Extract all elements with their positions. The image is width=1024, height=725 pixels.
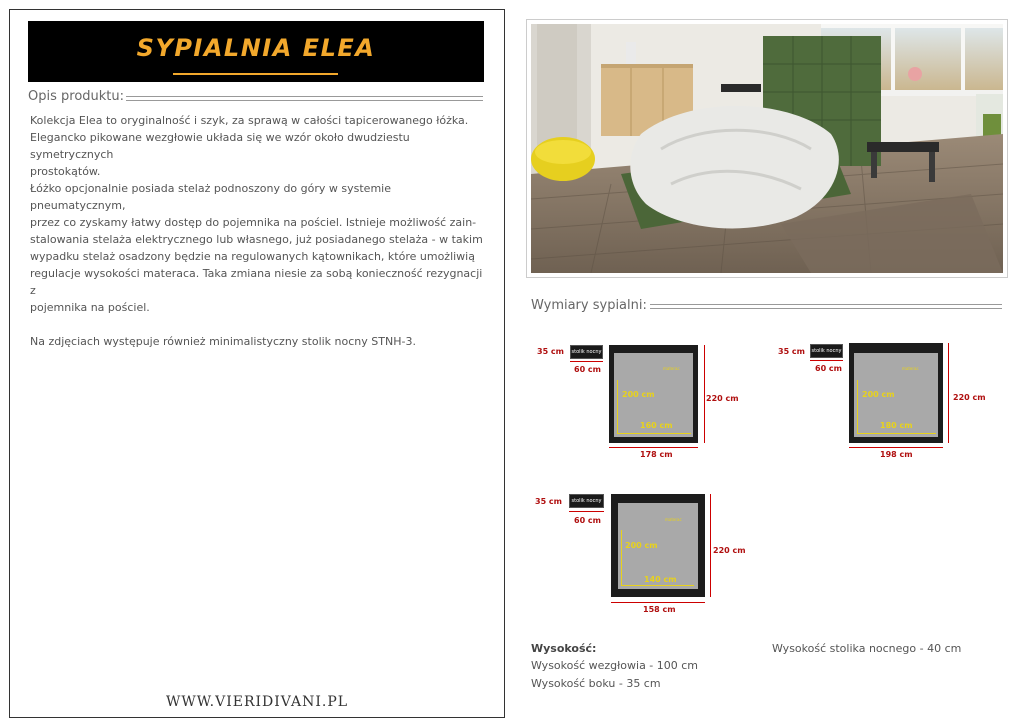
nightstand-width-line <box>570 361 603 362</box>
nightstand-width-line <box>569 511 604 512</box>
product-title: SYPIALNIA ELEA <box>136 34 376 62</box>
bedroom-photo <box>531 24 1003 273</box>
left-page <box>9 9 505 718</box>
mattress-width-label: 140 cm <box>644 575 677 584</box>
mattress-width-line <box>617 433 691 434</box>
nightstand-width-label: 60 cm <box>574 516 601 525</box>
product-photo-frame <box>526 19 1008 278</box>
website-url[interactable]: WWW.VIERIDIVANI.PL <box>165 694 349 710</box>
dimensions-divider <box>650 304 1002 309</box>
nightstand-box: stolik nocny <box>810 344 843 358</box>
frame-width-label: 198 cm <box>880 450 913 459</box>
mattress-width-label: 160 cm <box>640 421 673 430</box>
frame-length-label: 220 cm <box>953 393 986 402</box>
mattress-width-line <box>621 585 694 586</box>
frame-length-line <box>710 494 711 597</box>
title-underline <box>173 73 338 75</box>
mattress-tag: materac <box>665 517 682 522</box>
description-line: Kolekcja Elea to oryginalność i szyk, za sprawą w całości tapicerowanego łóżka. <box>30 114 469 127</box>
heights-title: Wysokość: <box>531 642 597 655</box>
nightstand-box: stolik nocny <box>569 494 604 508</box>
nightstand-depth-label: 35 cm <box>537 347 564 356</box>
nightstand-note: Na zdjęciach występuje również minimalistyczny stolik nocny STNH-3. <box>30 335 416 348</box>
nightstand-width-label: 60 cm <box>574 365 601 374</box>
description-line: wypadku stelaż osadzony będzie na regulowanych kątownikach, które umożliwią <box>30 250 475 263</box>
mattress-tag: materac <box>663 366 680 371</box>
nightstand-depth-label: 35 cm <box>778 347 805 356</box>
title-banner <box>28 21 484 82</box>
mattress-length-line <box>857 380 858 434</box>
nightstand-height: Wysokość stolika nocnego - 40 cm <box>772 642 962 655</box>
frame-length-line <box>704 345 705 443</box>
nightstand-width-line <box>810 360 843 361</box>
frame-width-line <box>849 447 943 448</box>
description-text <box>30 112 488 350</box>
description-line: Łóżko opcjonalnie posiada stelaż podnoszony do góry w systemie pneumatycznym, <box>30 182 391 212</box>
bedroom-illustration <box>531 24 1003 273</box>
mattress-length-label: 200 cm <box>625 541 658 550</box>
mattress-width-line <box>857 433 936 434</box>
description-heading: Opis produktu: <box>28 89 125 104</box>
mattress-width-label: 180 cm <box>880 421 913 430</box>
description-line: prostokątów. <box>30 165 101 178</box>
side-height: Wysokość boku - 35 cm <box>531 677 661 690</box>
nightstand-width-label: 60 cm <box>815 364 842 373</box>
description-divider <box>126 96 483 101</box>
description-line: przez co zyskamy łatwy dostęp do pojemnika na pościel. Istnieje możliwość zain- <box>30 216 477 229</box>
mattress-length-label: 200 cm <box>622 390 655 399</box>
headboard-height: Wysokość wezgłowia - 100 cm <box>531 659 699 672</box>
mattress-length-line <box>621 530 622 586</box>
mattress-length-line <box>617 380 618 434</box>
description-line: regulacje wysokości materaca. Taka zmiana niesie za sobą konieczność rezygnacji z <box>30 267 483 297</box>
frame-length-label: 220 cm <box>706 394 739 403</box>
description-line: pojemnika na pościel. <box>30 301 150 314</box>
dimensions-heading: Wymiary sypialni: <box>531 298 647 313</box>
frame-length-line <box>948 343 949 443</box>
frame-width-label: 158 cm <box>643 605 676 614</box>
frame-width-label: 178 cm <box>640 450 673 459</box>
description-line: Elegancko pikowane wezgłowie układa się we wzór około dwudziestu symetrycznych <box>30 131 410 161</box>
frame-width-line <box>611 602 705 603</box>
mattress-length-label: 200 cm <box>862 390 895 399</box>
mattress-tag: materac <box>902 366 919 371</box>
nightstand-depth-label: 35 cm <box>535 497 562 506</box>
description-line: stalowania stelaża elektrycznego lub własnego, już posiadanego stelaża - w takim <box>30 233 483 246</box>
nightstand-box: stolik nocny <box>570 345 603 359</box>
frame-width-line <box>609 447 698 448</box>
frame-length-label: 220 cm <box>713 546 746 555</box>
